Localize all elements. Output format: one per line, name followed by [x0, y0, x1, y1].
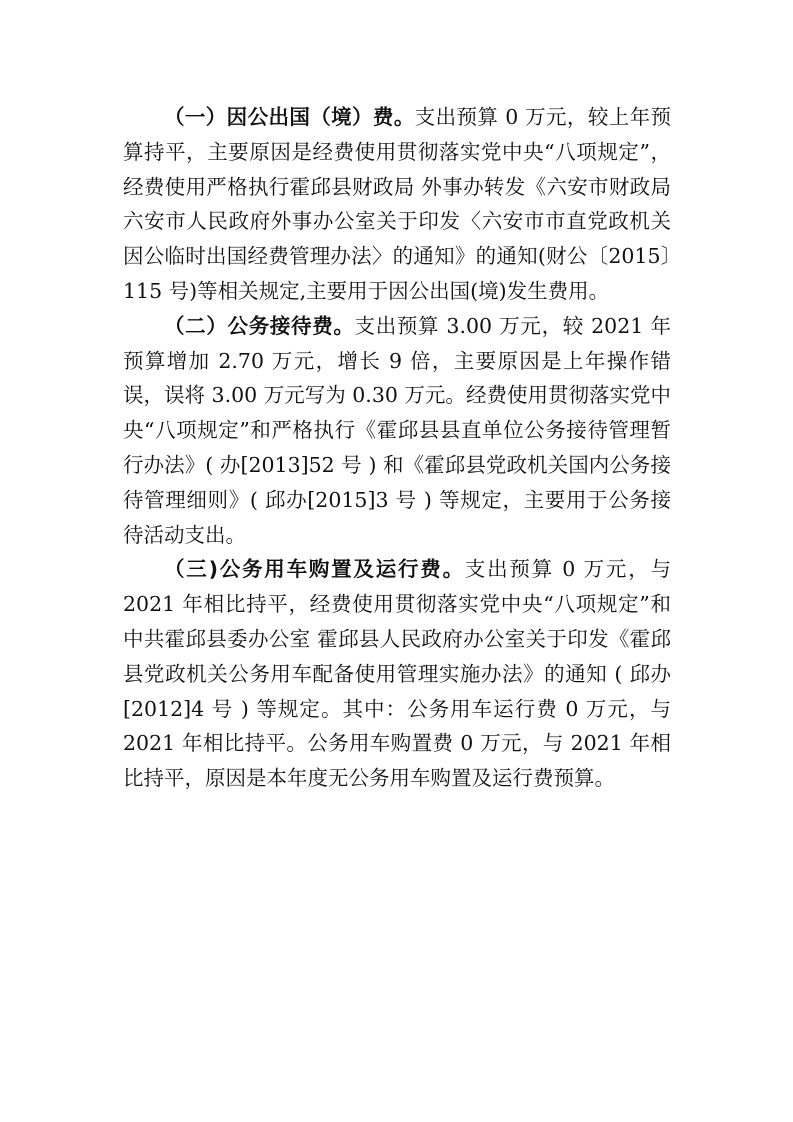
paragraph-official-vehicles — [123, 552, 671, 796]
paragraph-body: 支出预算 0 万元，与 2021 年相比持平，经费使用贯彻落实党中央“八项规定”和中共霍邱县委办公室 霍邱县人民政府办公室关于印发《霍邱县党政机关公务用车配备使用管理实施办法》的通知 ( 邱办[2012]4 号 ) 等规定。其中：公务用车运行费 0 万元，与 2021 年相比持平。公务用车购置费 0 万元，与 2021 年相比持平，原因是本年度无公务用车购置及运行费预算。 — [123, 557, 671, 791]
paragraph-heading: （一）因公出国（境）费。 — [164, 105, 415, 129]
paragraph-overseas-travel — [123, 100, 671, 309]
document-page — [123, 100, 671, 796]
paragraph-official-reception — [123, 309, 671, 553]
paragraph-heading: （三)公务用车购置及运行费。 — [164, 557, 465, 582]
paragraph-heading: （二）公务接待费。 — [164, 313, 355, 338]
paragraph-body: 支出预算 3.00 万元，较 2021 年预算增加 2.70 万元，增长 9 倍，主要原因是上年操作错误，误将 3.00 万元写为 0.30 万元。经费使用贯彻落实党中央“八项规定”和严格执行《霍邱县县直单位公务接待管理暂行办法》( 办[2013]52 号 ) 和《霍邱县党政机关国内公务接待管理细则》( 邱办[2015]3 号 ) 等规定，主要用于公务接待活动支出。 — [123, 313, 671, 547]
paragraph-body: 支出预算 0 万元，较上年预算持平，主要原因是经费使用贯彻落实党中央“八项规定”，经费使用严格执行霍邱县财政局 外事办转发《六安市财政局六安市人民政府外事办公室关于印发〈六安市市直党政机关因公临时出国经费管理办法〉的通知》的通知(财公〔2015〕115 号)等相关规定,主要用于因公出国(境)发生费用。 — [123, 105, 672, 303]
